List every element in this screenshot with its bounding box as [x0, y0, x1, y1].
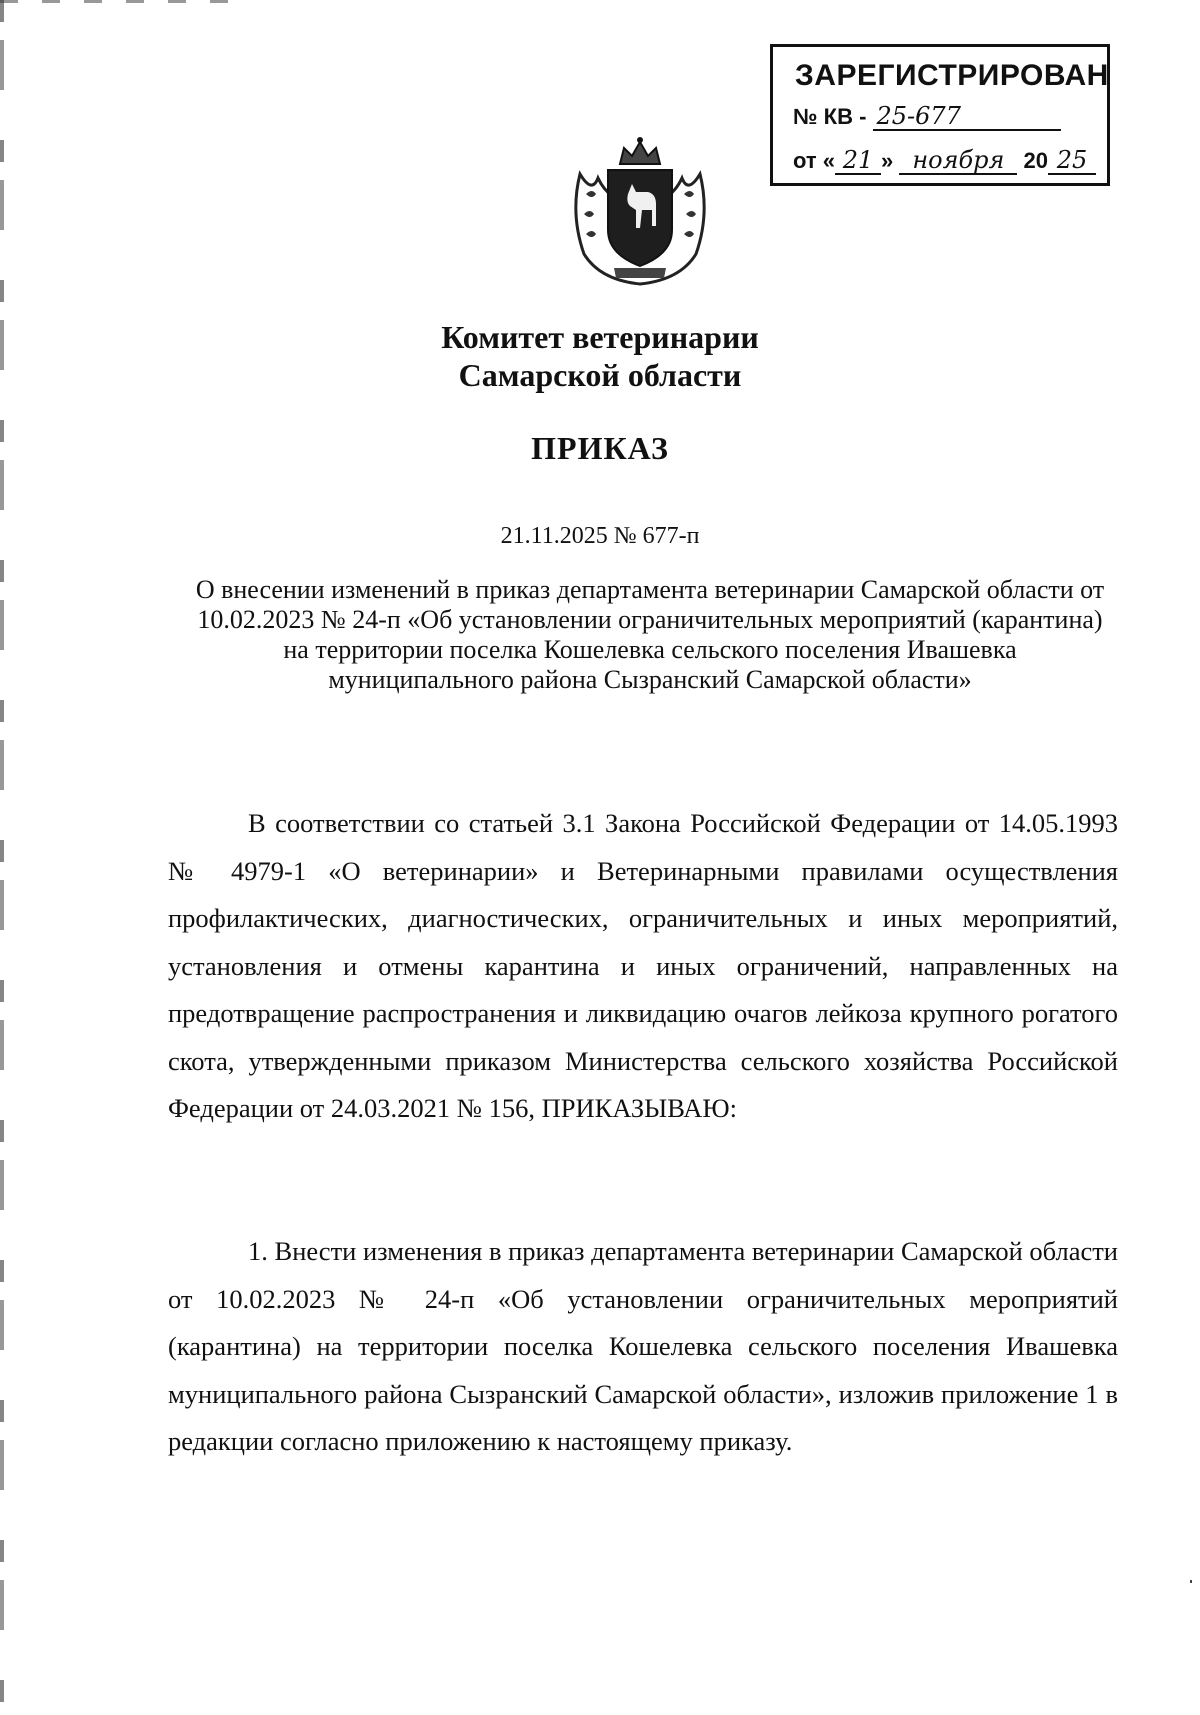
coat-of-arms-icon	[570, 134, 710, 286]
stamp-title: ЗАРЕГИСТРИРОВАН	[795, 59, 1109, 92]
body-paragraph-2-text: 1. Внести изменения в приказ департамента ветеринарии Самарской области от 10.02.2023 № 24-п «Об установлении ограничительных мероприятий (карантина) на территории поселка Кошелевка сельского поселения Ивашевка муниципального района Сызранский Самарской области», изложив приложение 1 в редакции согласно приложению к настоящему приказу.	[168, 1236, 1118, 1456]
stamp-date-mid: »	[881, 148, 894, 173]
stamp-date-prefix: от «	[793, 148, 836, 173]
body-paragraph-1-text: В соответствии со статьей 3.1 Закона Российской Федерации от 14.05.1993 № 4979-1 «О ветеринарии» и Ветеринарными правилами осуществления профилактических, диагностических, ограничительных и иных мероприятий, установления и отмены карантина и иных ограничений, направленных на предотвращение распространения и ликвидацию очагов лейкоза крупного рогатого скота, утвержденными приказом Министерства сельского хозяйства Российской Федерации от 24.03.2021 № 156, ПРИКАЗЫВАЮ:	[168, 808, 1118, 1123]
organization-line-1: Комитет ветеринарии	[441, 319, 759, 355]
document-subject: О внесении изменений в приказ департамента ветеринарии Самарской области от 10.02.2023 № 24-п «Об установлении ограничительных мероприятий (карантина) на территории поселка Кошелевка сельского поселения Ивашевка муниципального района Сызранский Самарской области»	[195, 575, 1105, 694]
stamp-date-year-prefix: 20	[1023, 148, 1048, 173]
body-paragraph-1	[168, 800, 1118, 1133]
scan-edge-artifact	[0, 0, 4, 1715]
stamp-date-row	[793, 147, 1096, 175]
stamp-number-row	[793, 103, 1061, 131]
document-type: ПРИКАЗ	[531, 430, 669, 466]
body-paragraph-2	[168, 1228, 1118, 1466]
registration-stamp	[770, 44, 1110, 186]
stamp-number-label: № КВ -	[793, 104, 867, 129]
stamp-number-value: 25-677	[873, 103, 1061, 131]
document-date-number: 21.11.2025 № 677-п	[500, 523, 700, 549]
stamp-date-year-suffix: 25	[1048, 147, 1096, 175]
stamp-date-day: 21	[835, 147, 881, 175]
stamp-date-month: ноября	[899, 147, 1017, 175]
scan-top-artifact	[0, 0, 240, 3]
organization-name	[0, 318, 1200, 394]
scan-mark	[1190, 1580, 1192, 1583]
organization-line-2: Самарской области	[458, 357, 742, 393]
